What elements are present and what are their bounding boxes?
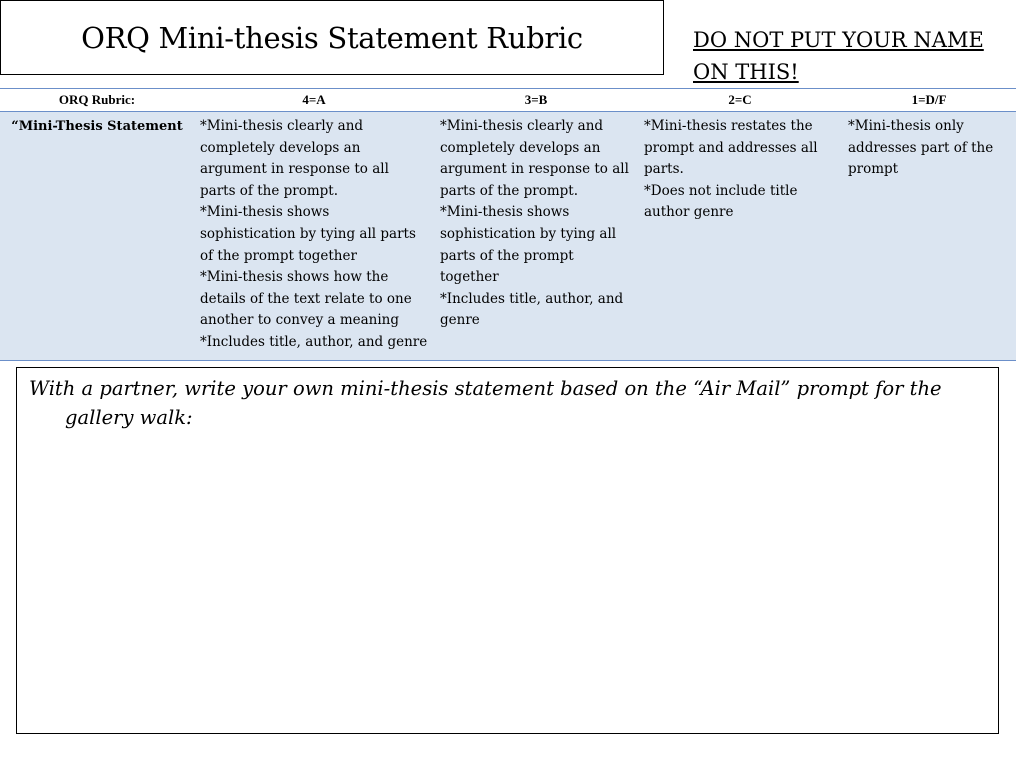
criterion-text: *Mini-thesis shows sophistication by tying all parts of the prompt together <box>440 204 617 286</box>
criterion-text: *Includes title, author, and genre <box>440 290 624 329</box>
rubric-cell-level-2 <box>638 112 842 361</box>
title-box <box>0 0 664 75</box>
criterion-text: *Mini-thesis clearly and completely develops an argument in response to all parts of the prompt. <box>200 118 389 199</box>
rubric-header-level-2: 2=C <box>638 89 842 112</box>
rubric-cell-level-3 <box>434 112 638 361</box>
criterion-text: *Mini-thesis shows how the details of the text relate to one another to convey a meaning <box>200 269 412 329</box>
criterion-text: *Mini-thesis restates the prompt and addresses all parts. <box>644 118 818 178</box>
rubric-table <box>0 88 1016 361</box>
criterion-text: *Mini-thesis clearly and completely develops an argument in response to all parts of the prompt. <box>440 118 629 199</box>
rubric-header-level-1: 1=D/F <box>842 89 1016 112</box>
warning-note: DO NOT PUT YOUR NAME ON THIS! <box>693 28 984 84</box>
rubric-cell-level-1 <box>842 112 1016 361</box>
rubric-header-category: ORQ Rubric: <box>0 89 194 112</box>
rubric-cell-level-4 <box>194 112 434 361</box>
criterion-text: *Mini-thesis shows sophistication by tying all parts of the prompt together <box>200 204 416 264</box>
activity-instruction: With a partner, write your own mini-thesis statement based on the “Air Mail” prompt for the gallery walk: <box>29 377 942 429</box>
rubric-header-level-4: 4=A <box>194 89 434 112</box>
rubric-header-row <box>0 89 1016 112</box>
rubric-row-mini-thesis <box>0 112 1016 361</box>
criterion-text: *Does not include title author genre <box>644 182 798 221</box>
rubric-header-level-3: 3=B <box>434 89 638 112</box>
slide-title: ORQ Mini-thesis Statement Rubric <box>81 20 583 55</box>
rubric-row-label: “Mini-Thesis Statement <box>0 112 194 361</box>
writing-area[interactable] <box>16 367 999 734</box>
criterion-text: *Mini-thesis only addresses part of the prompt <box>848 118 994 178</box>
criterion-text: *Includes title, author, and genre <box>200 333 428 350</box>
